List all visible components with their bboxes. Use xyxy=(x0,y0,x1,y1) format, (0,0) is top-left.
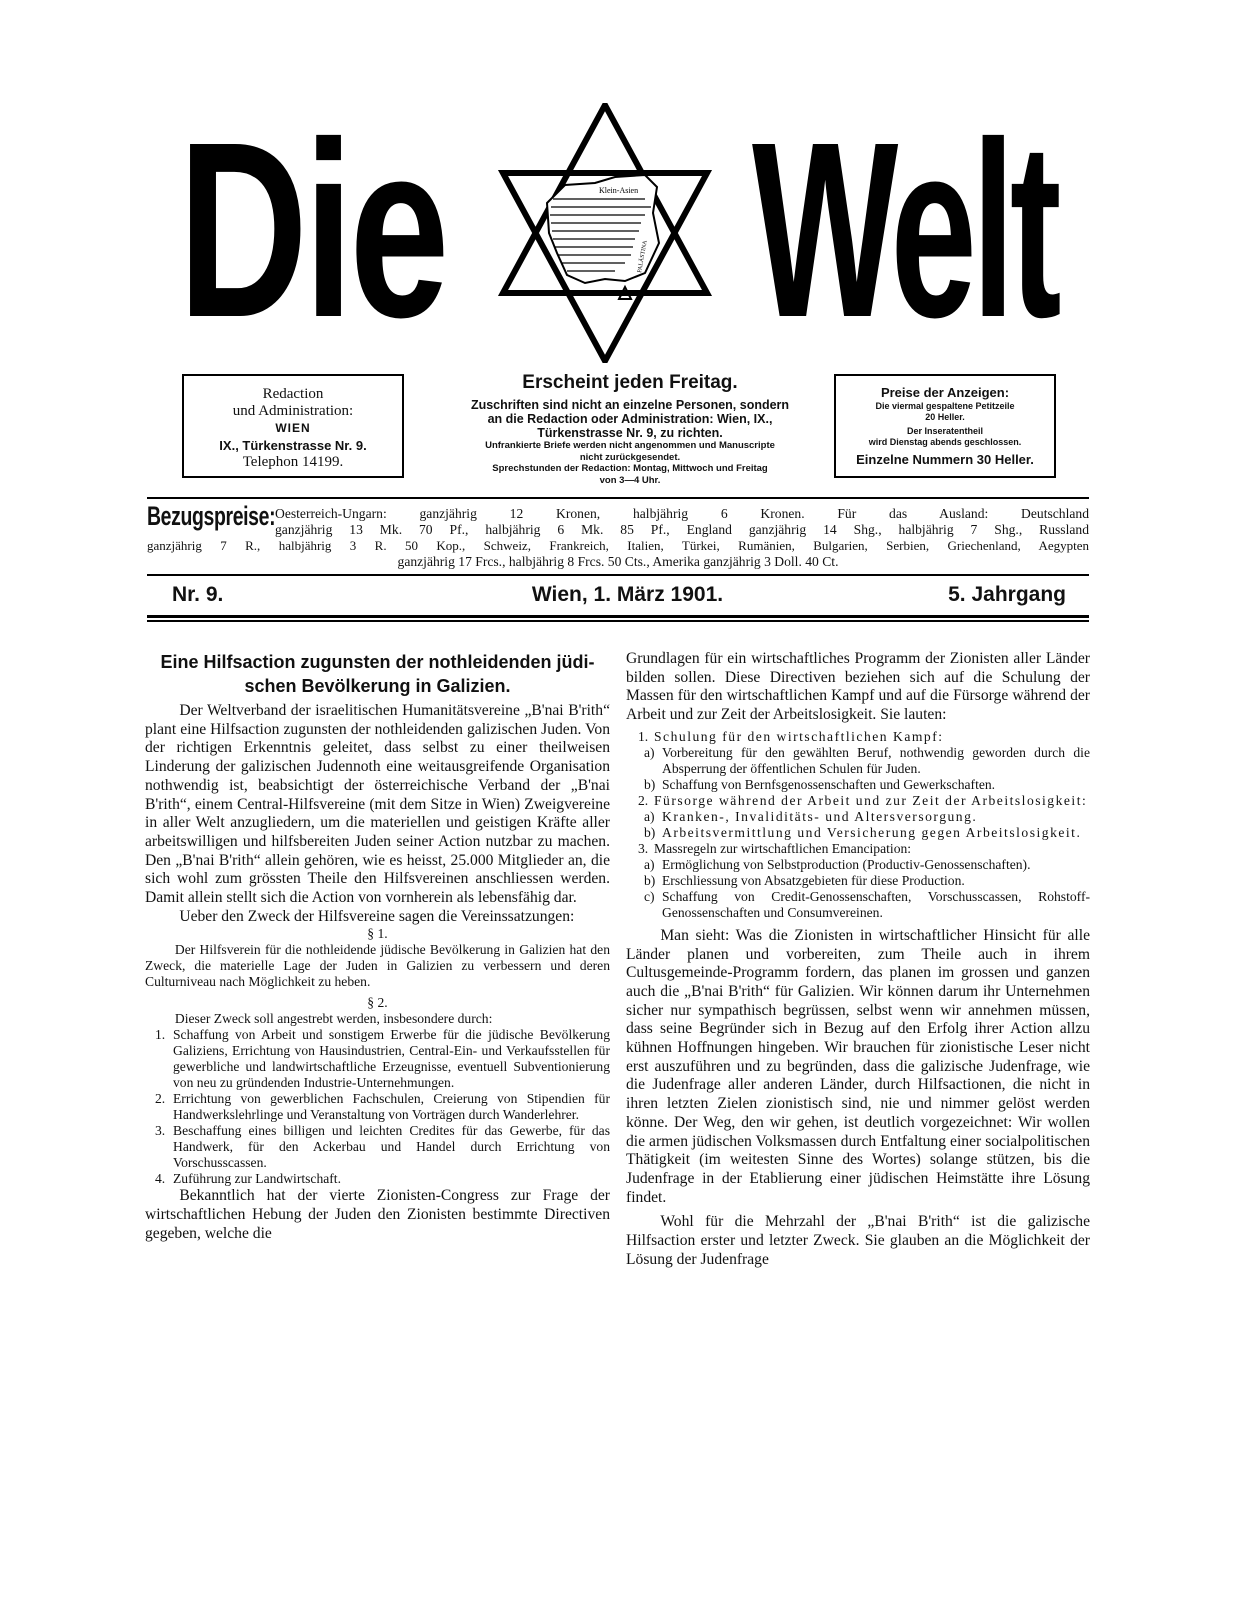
ad-prices-line: Die viermal gespaltene Petitzeile xyxy=(875,401,1015,411)
redaction-telephone: Telephon 14199. xyxy=(242,454,344,470)
publication-frequency: Erscheint jeden Freitag. xyxy=(522,372,738,393)
article-headline-line: Eine Hilfsaction zugunsten der nothleidenden jüdi- xyxy=(160,652,595,672)
subscription-label: Bezugspreise: xyxy=(147,501,276,531)
divider xyxy=(147,615,1089,618)
redaction-line: Redaction xyxy=(262,386,324,402)
article-headline-line: schen Bevölkerung in Galizien. xyxy=(244,676,511,696)
ad-prices-line: 20 Heller. xyxy=(925,412,965,422)
publication-info-line: Sprechstunden der Redaction: Montag, Mittwoch und Freitag xyxy=(492,463,768,474)
redaction-box xyxy=(182,374,404,478)
statute-section-heading: § 2. xyxy=(367,995,388,1011)
ad-prices-line: Der Inseratentheil xyxy=(906,426,984,436)
directive: 2. Fürsorge während der Arbeit und zur Zeit der Arbeitslosigkeit: xyxy=(638,792,1088,808)
issue-number: Nr. 9. xyxy=(172,583,224,606)
statute-section-text: Der Hilfsverein für die nothleidende jüdische Bevölkerung in Galizien hat den Zweck, die materielle Lage der Juden in Galizien zu verbessern und deren Culturniveau nach Möglichkeit zu heben. xyxy=(145,942,610,990)
issue-volume: 5. Jahrgang xyxy=(948,583,1066,606)
article-paragraph: Grundlagen für ein wirtschaftliches Programm der Zionisten aller Länder bilden sollen. Diese Directiven beziehen sich auf die Schulung der Massen für den wirtschaftlichen Kampf und auf die Fürsorge während der Arbeit und zur Zeit der Arbeitslosigkeit. Sie lauten: xyxy=(626,650,1090,724)
divider xyxy=(147,574,1089,576)
article-headline xyxy=(145,650,610,698)
redaction-city: WIEN xyxy=(275,421,311,435)
article-paragraph: Ueber den Zweck der Hilfsvereine sagen die Vereinssatzungen: xyxy=(179,907,575,925)
publication-info-line: nicht zurückgesendet. xyxy=(579,451,681,463)
star-of-david-map-icon xyxy=(495,103,715,363)
list-item: 4. Zuführung zur Landwirtschaft. xyxy=(155,1171,341,1187)
redaction-line: und Administration: xyxy=(232,403,354,419)
article-paragraph: Bekanntlich hat der vierte Zionisten-Congress zur Frage der wirtschaftlichen Hebung der Juden den Zionisten bestimmte Directiven gegeben, welche die xyxy=(145,1187,610,1242)
directive: 3. Massregeln zur wirtschaftlichen Emancipation: xyxy=(638,840,912,856)
subscription-prices xyxy=(147,501,1089,570)
publication-info-line: Unfrankierte Briefe werden nicht angenommen und Manuscripte xyxy=(485,440,775,451)
directive-sub-item: b) Erschliessung von Absatzgebieten für diese Production. xyxy=(644,872,965,888)
publication-info-line: Zuschriften sind nicht an einzelne Personen, sondern xyxy=(470,398,790,412)
ad-prices-box xyxy=(834,374,1056,478)
directive-sub-item: a) Kranken-, Invaliditäts- und Altersversorgung. xyxy=(644,808,978,824)
directive-sub-item: b) Schaffung von Bernfsgenossenschaften und Gewerkschaften. xyxy=(644,776,996,792)
masthead-title-left: Die xyxy=(178,90,446,369)
divider xyxy=(147,497,1089,499)
directive-sub-item: b) Arbeitsvermittlung und Versicherung gegen Arbeitslosigkeit. xyxy=(644,824,1082,840)
publication-info xyxy=(434,372,826,486)
statute-section-text: Dieser Zweck soll angestrebt werden, insbesondere durch: xyxy=(174,1011,493,1027)
directive-title: Schulung für den wirtschaftlichen Kampf: xyxy=(654,728,944,744)
redaction-address: IX., Türkenstrasse Nr. 9. xyxy=(219,438,367,453)
subscription-line: ganzjährig 17 Frcs., halbjährig 8 Frcs. 50 Cts., Amerika ganzjährig 3 Doll. 40 Ct. xyxy=(397,554,839,569)
masthead-title-right: Welt xyxy=(752,90,1057,369)
issue-date: Wien, 1. März 1901. xyxy=(531,583,724,606)
statute-list xyxy=(145,1027,610,1187)
subscription-line: Oesterreich-Ungarn: ganzjährig 12 Kronen, halbjährig 6 Kronen. Für das Ausland: Deutschland xyxy=(275,506,1089,521)
ad-prices-title: Preise der Anzeigen: xyxy=(880,385,1010,400)
map-label-klein-asien: Klein-Asien xyxy=(599,186,639,195)
list-item: 1. Schaffung von Arbeit und sonstigem Erwerbe für die jüdische Bevölkerung Galiziens, Errichtung von Hausindustrien, Central-Ein- und Verkaufsstellen für gewerbliche und landwirtschaftliche Erzeugnisse, eventuell Subventionierung von neu zu gründenden Industrie-Unternehmungen. xyxy=(155,1027,610,1091)
single-issue-price: Einzelne Nummern 30 Heller. xyxy=(856,452,1034,467)
map-label-palaestina: PALÄSTINA xyxy=(637,240,649,274)
ad-prices-line: wird Dienstag abends geschlossen. xyxy=(868,437,1022,447)
statute-section-heading: § 1. xyxy=(367,926,388,942)
publication-info-line: von 3—4 Uhr. xyxy=(599,474,661,486)
subscription-line: ganzjährig 7 R., halbjährig 3 R. 50 Kop., Schweiz, Frankreich, Italien, Türkei, Rumänien, Bulgarien, Serbien, Griechenland, Aegypten xyxy=(147,538,1089,553)
divider xyxy=(147,620,1089,622)
article-paragraph: Wohl für die Mehrzahl der „B'nai B'rith“ ist die galizische Hilfsaction erster und letzter Zweck. Sie glauben an die Möglichkeit der Lösung der Judenfrage xyxy=(626,1213,1090,1268)
directive: 1. Schulung für den wirtschaftlichen Kampf: xyxy=(638,728,944,744)
subscription-line: ganzjährig 13 Mk. 70 Pf., halbjährig 6 Mk. 85 Pf., England ganzjährig 14 Shg., halbjährig 7 Shg., Russland xyxy=(275,522,1089,537)
article-paragraph: Man sieht: Was die Zionisten in wirtschaftlicher Hinsicht für alle Länder planen und vorbereiten, zum Theile auch in ihrem Cultusgemeinde-Programm fordern, das planen im grossen und ganzen auch die „B'nai B'rith“ für Galizien. Wir können darum ihr Unternehmen sicher nur sympathisch begrüssen, selbst wenn wir annehmen müssen, dass seine Begründer sich in Bezug auf den Erfolg ihrer Action allzu kühnen Hoffnungen hingeben. Wir brauchen für zionistische Leser nicht erst auszuführen und zu begründen, dass die galizische Judenfrage, wie die Judenfrage aller anderen Länder, durch Hilfsactionen, die nicht in ihren letzten Zielen zionistisch sind, nie und nimmer gelöst werden könne. Der Weg, den wir gehen, ist deutlich vorgezeichnet: Wir wollen die armen jüdischen Volksmassen durch Entfaltung einer socialpolitischen Thätigkeit (im weitesten Sinne des Wortes) solange stützen, bis die Judenfrage in der Etablierung einer jüdischen Heimstätte ihre Lösung findet. xyxy=(626,926,1090,1206)
article-column-left xyxy=(145,650,610,1244)
list-item: 3. Beschaffung eines billigen und leichten Credites für das Gewerbe, für das Handwerk, für den Ackerbau und Handel durch Errichtung von Vorschusscassen. xyxy=(155,1123,610,1171)
directive-title: Fürsorge während der Arbeit und zur Zeit der Arbeitslosigkeit: xyxy=(654,792,1088,808)
directive-title: Massregeln zur wirtschaftlichen Emancipation: xyxy=(654,840,912,856)
directive-sub-item: a) Vorbereitung für den gewählten Beruf, nothwendig geworden durch die Absperrung der öffentlichen Schulen für Juden. xyxy=(644,744,1090,776)
publication-info-line: an die Redaction oder Administration: Wien, IX., xyxy=(487,412,773,426)
directive-sub-item: c) Schaffung von Credit-Genossenschaften, Vorschusscassen, Rohstoff-Genossenschaften und Consumvereinen. xyxy=(644,888,1090,920)
article-column-right xyxy=(626,650,1090,1269)
directive-sub-item: a) Ermöglichung von Selbstproduction (Productiv-Genossenschaften). xyxy=(644,856,1031,872)
publication-info-line: Türkenstrasse Nr. 9, zu richten. xyxy=(537,426,723,440)
article-paragraph: Der Weltverband der israelitischen Humanitätsvereine „B'nai B'rith“ plant eine Hilfsaction zugunsten der nothleidenden galizischen Juden. Von der richtigen Erkenntnis geleitet, dass selbst zu einer theilweisen Linderung der galizischen Judennoth eine weitausgreifende Organisation nothwendig ist, beabsichtigt der österreichische Verband der „B'nai B'rith“, einem Central-Hilfsvereine (mit dem Sitze in Wien) Zweigvereine in aller Welt anzugliedern, um die materiellen und geistigen Kräfte aller arbeitswilligen und hilfsbereiten Juden seiner Action nutzbar zu machen. Den „B'nai B'rith“ allein gehören, wie es heisst, 25.000 Mitglieder an, die sich wohl zum grössten Theile den Hilfsvereinen anschliessen werden. Damit allein stellt sich die Action von vornherein als lebensfähig dar. xyxy=(145,702,610,907)
list-item: 2. Errichtung von gewerblichen Fachschulen, Creierung von Stipendien für Handwerkslehrlinge und Veranstaltung von Vorträgen durch Wanderlehrer. xyxy=(155,1091,610,1123)
